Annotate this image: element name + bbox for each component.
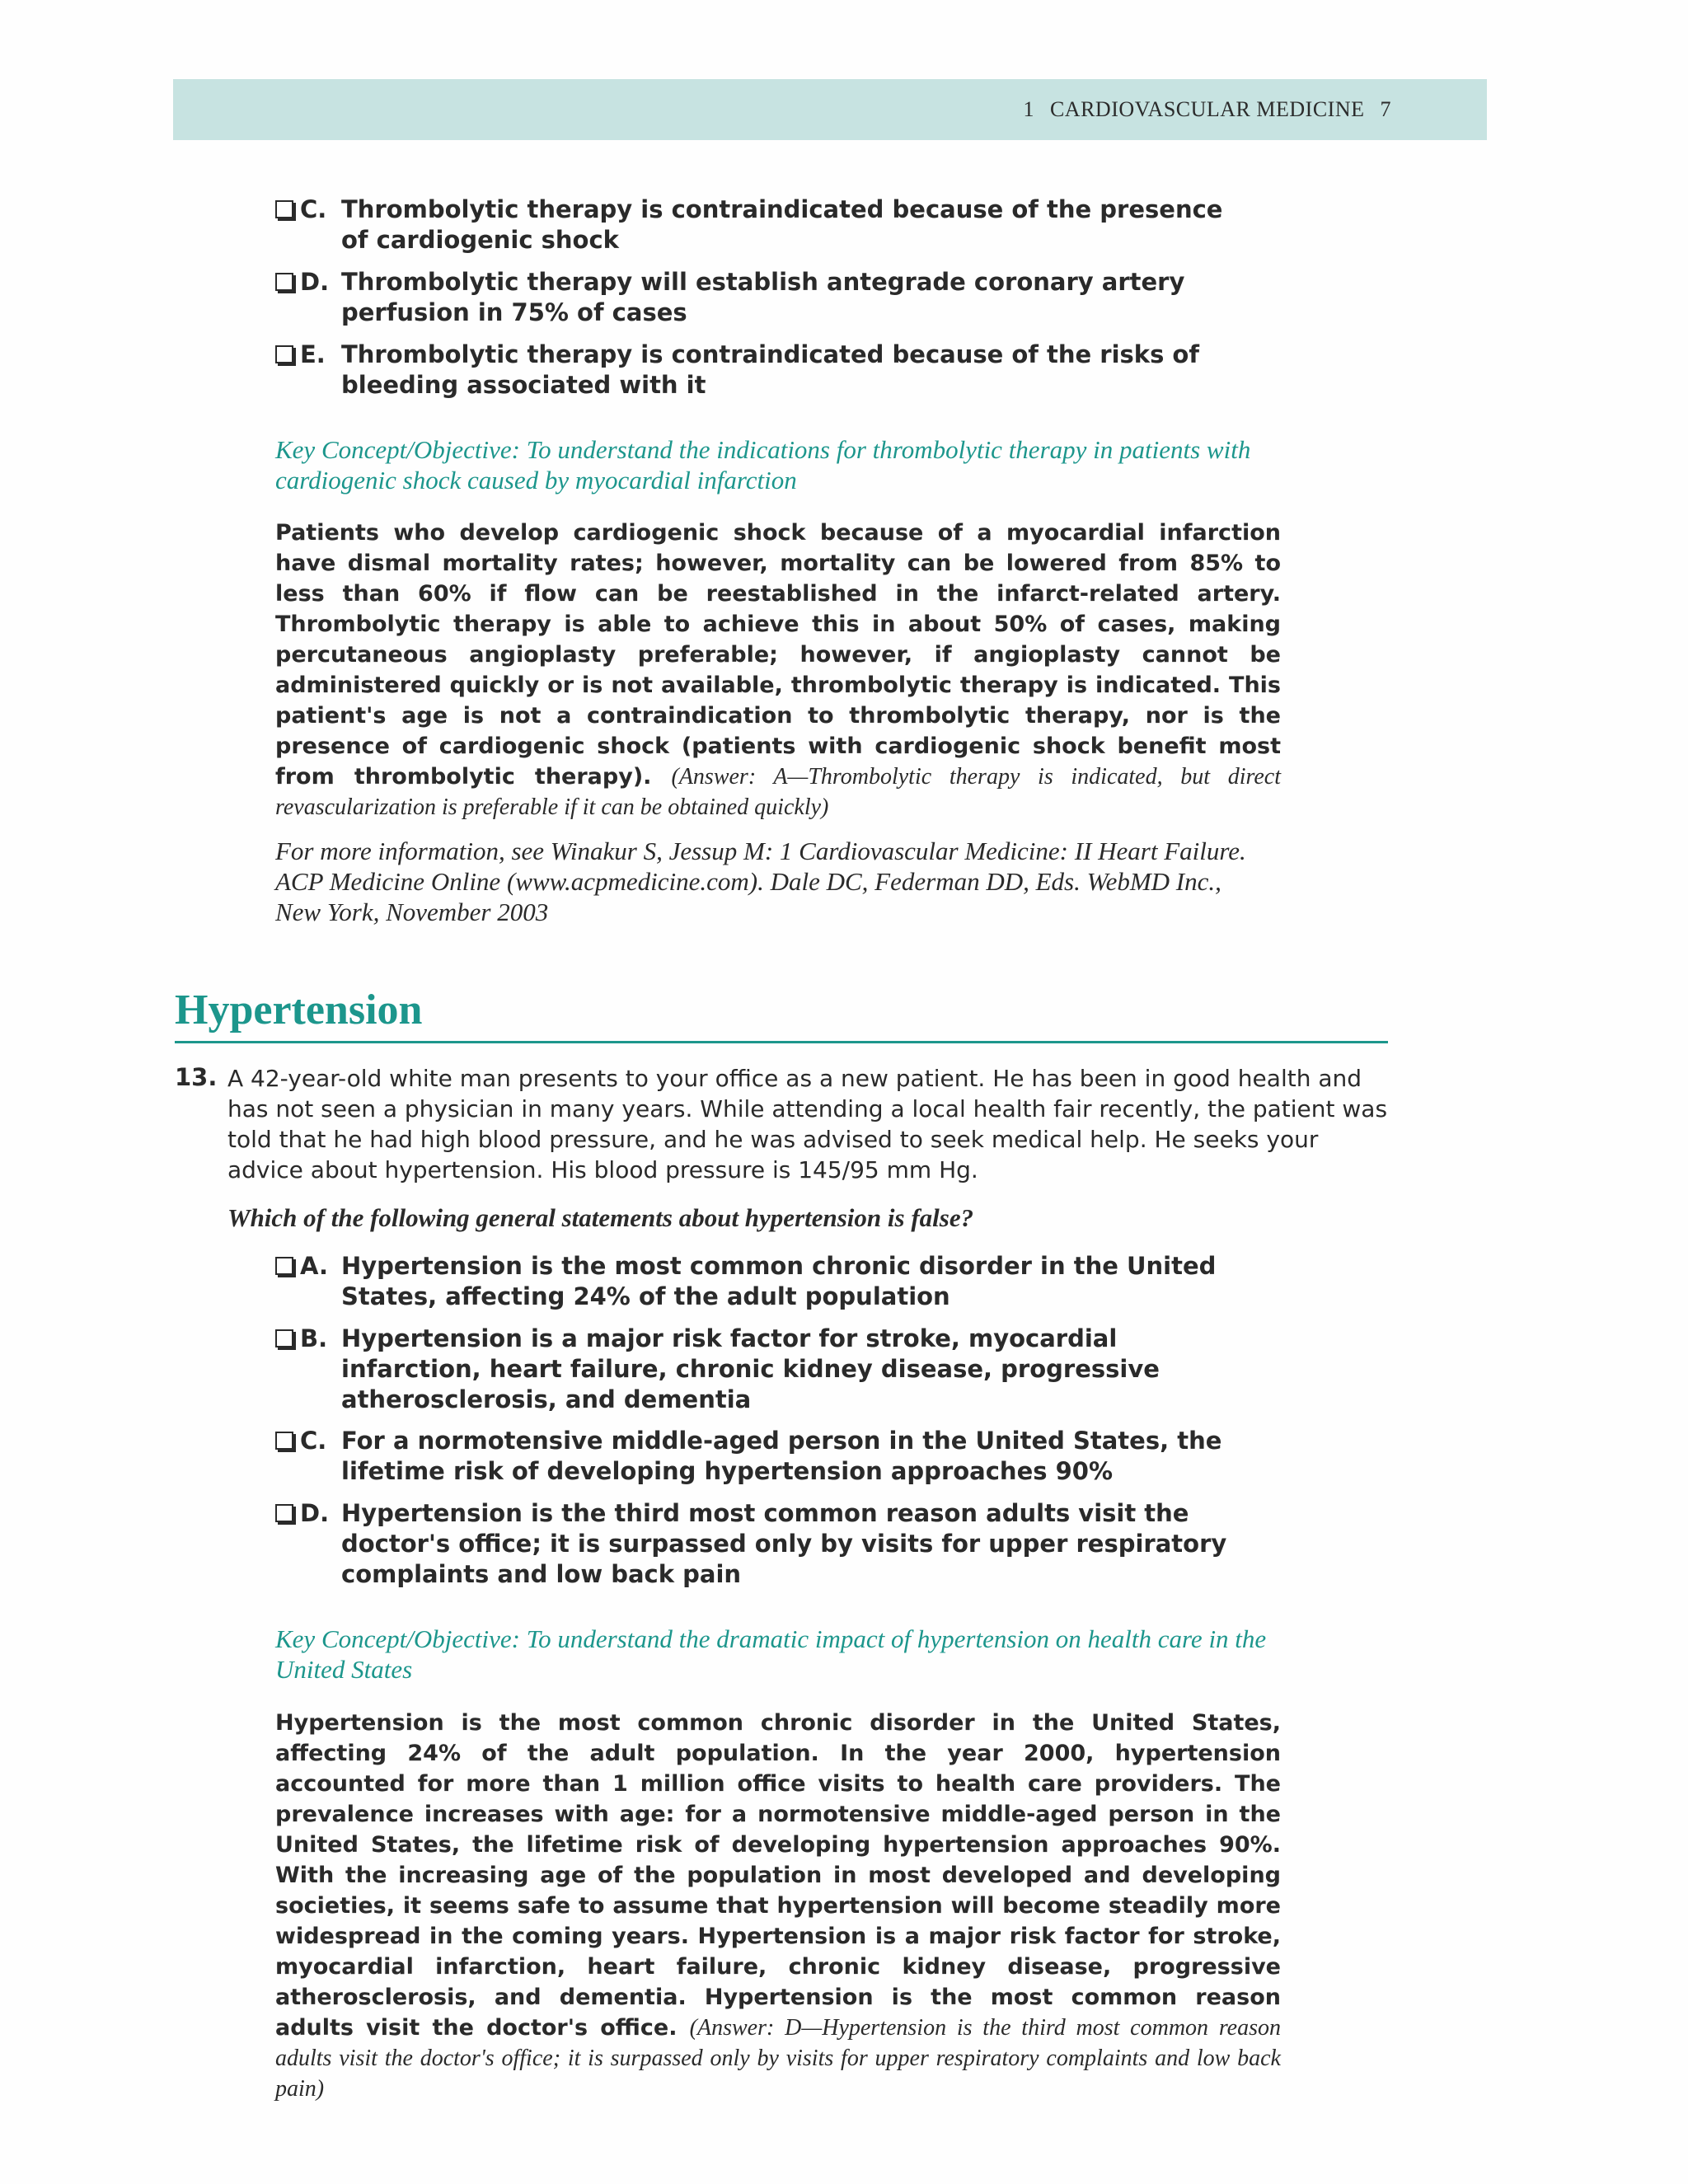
explanation (275, 1708, 1281, 2104)
answer-option-d[interactable] (275, 267, 1231, 328)
checkbox-icon[interactable] (275, 1432, 293, 1450)
page-number: 7 (1380, 97, 1391, 121)
option-letter: C. (300, 1427, 327, 1455)
explanation (275, 518, 1281, 823)
more-info (275, 836, 1347, 927)
option-letter: B. (300, 1324, 328, 1352)
chapter-number: 1 (1023, 97, 1034, 121)
more-info-line: ACP Medicine Online (www.acpmedicine.com). Dale DC, Federman DD, Eds. WebMD Inc., (275, 867, 1221, 896)
running-header (173, 79, 1487, 140)
question-prompt: Which of the following general statements about hypertension is false? (227, 1203, 974, 1232)
option-letter: E. (300, 340, 326, 368)
answer-option-c[interactable] (275, 194, 1231, 255)
answer-option-b[interactable] (275, 1324, 1231, 1415)
answer-note: (Answer: A—Thrombolytic therapy is indicated, but direct revascularization is preferable if it can be obtained quickly) (275, 764, 1281, 820)
checkbox-icon[interactable] (275, 1329, 293, 1347)
checkbox-icon[interactable] (275, 200, 293, 218)
explanation-text: Patients who develop cardiogenic shock because of a myocardial infarction have dismal mortality rates; however, mortality can be lowered from 85% to less than 60% if flow can be reestablished in the infarct-related artery. Thrombolytic therapy is able to achieve this in about 50% of cases, making percutaneous angioplasty preferable; however, if angioplasty cannot be administered quickly or is not available, thrombolytic therapy is indicated. This patient's age is not a contraindication to thrombolytic therapy, nor is the presence of cardiogenic shock (patients with cardiogenic shock benefit most from thrombolytic therapy). (275, 520, 1281, 790)
option-letter: D. (300, 1499, 330, 1527)
question-number: 13. (175, 1063, 218, 1091)
option-text: Hypertension is a major risk factor for stroke, myocardial infarction, heart failure, chronic kidney disease, progressive atherosclerosis, and dementia (341, 1324, 1160, 1413)
option-letter: A. (300, 1252, 328, 1280)
chapter-title: CARDIOVASCULAR MEDICINE (1049, 97, 1365, 121)
option-text: Thrombolytic therapy is contraindicated because of the risks of bleeding associated with it (341, 340, 1199, 399)
question-stem: A 42-year-old white man presents to your office as a new patient. He has been in good health and has not seen a physician in many years. While attending a local health fair recently, the patient was told that he had high blood pressure, and he was advised to seek medical help. He seeks your advice about hypertension. His blood pressure is 145/95 mm Hg. (227, 1065, 1388, 1183)
option-text: Thrombolytic therapy is contraindicated because of the presence of cardiogenic shock (341, 195, 1223, 254)
answer-option-e[interactable] (275, 340, 1231, 401)
option-letter: C. (300, 195, 327, 223)
checkbox-icon[interactable] (275, 273, 293, 291)
option-text: For a normotensive middle-aged person in the United States, the lifetime risk of developing hypertension approaches 90% (341, 1427, 1222, 1485)
more-info-line: New York, November 2003 (275, 898, 549, 926)
key-concept: Key Concept/Objective: To understand the dramatic impact of hypertension on health care in the United States (275, 1624, 1267, 1684)
answer-option-c[interactable] (275, 1426, 1231, 1487)
explanation-text: Hypertension is the most common chronic disorder in the United States, affecting 24% of the adult population. In the year 2000, hypertension accounted for more than 1 million office visits to health care providers. The prevalence increases with age: for a normotensive middle-aged person in the United States, the lifetime risk of developing hypertension approaches 90%. With the increasing age of the population in most developed and developing societies, it seems safe to assume that hypertension will become steadily more widespread in the coming years. Hypertension is a major risk factor for stroke, myocardial infarction, heart failure, chronic kidney disease, progressive atherosclerosis, and dementia. Hypertension is the most common reason adults visit the doctor's office. (275, 1710, 1281, 2041)
answer-option-a[interactable] (275, 1251, 1231, 1312)
checkbox-icon[interactable] (275, 1257, 293, 1275)
header-text (1013, 97, 1391, 122)
option-text: Thrombolytic therapy will establish antegrade coronary artery perfusion in 75% of cases (341, 268, 1185, 326)
more-info-line: For more information, see Winakur S, Jessup M: 1 Cardiovascular Medicine: II Heart Failure. (275, 837, 1246, 865)
checkbox-icon[interactable] (275, 345, 293, 363)
checkbox-icon[interactable] (275, 1504, 293, 1522)
option-letter: D. (300, 268, 330, 296)
option-text: Hypertension is the most common chronic disorder in the United States, affecting 24% of the adult population (341, 1252, 1217, 1310)
answer-note: (Answer: D—Hypertension is the third most common reason adults visit the doctor's office; it is surpassed only by visits for upper respiratory complaints and low back pain) (275, 2015, 1281, 2102)
section-title: Hypertension (175, 987, 423, 1033)
key-concept: Key Concept/Objective: To understand the indications for thrombolytic therapy in patients with cardiogenic shock caused by myocardial infarction (275, 435, 1251, 494)
answer-option-d[interactable] (275, 1498, 1231, 1590)
section-divider (175, 1041, 1388, 1043)
option-text: Hypertension is the third most common reason adults visit the doctor's office; it is surpassed only by visits for upper respiratory complaints and low back pain (341, 1499, 1227, 1588)
